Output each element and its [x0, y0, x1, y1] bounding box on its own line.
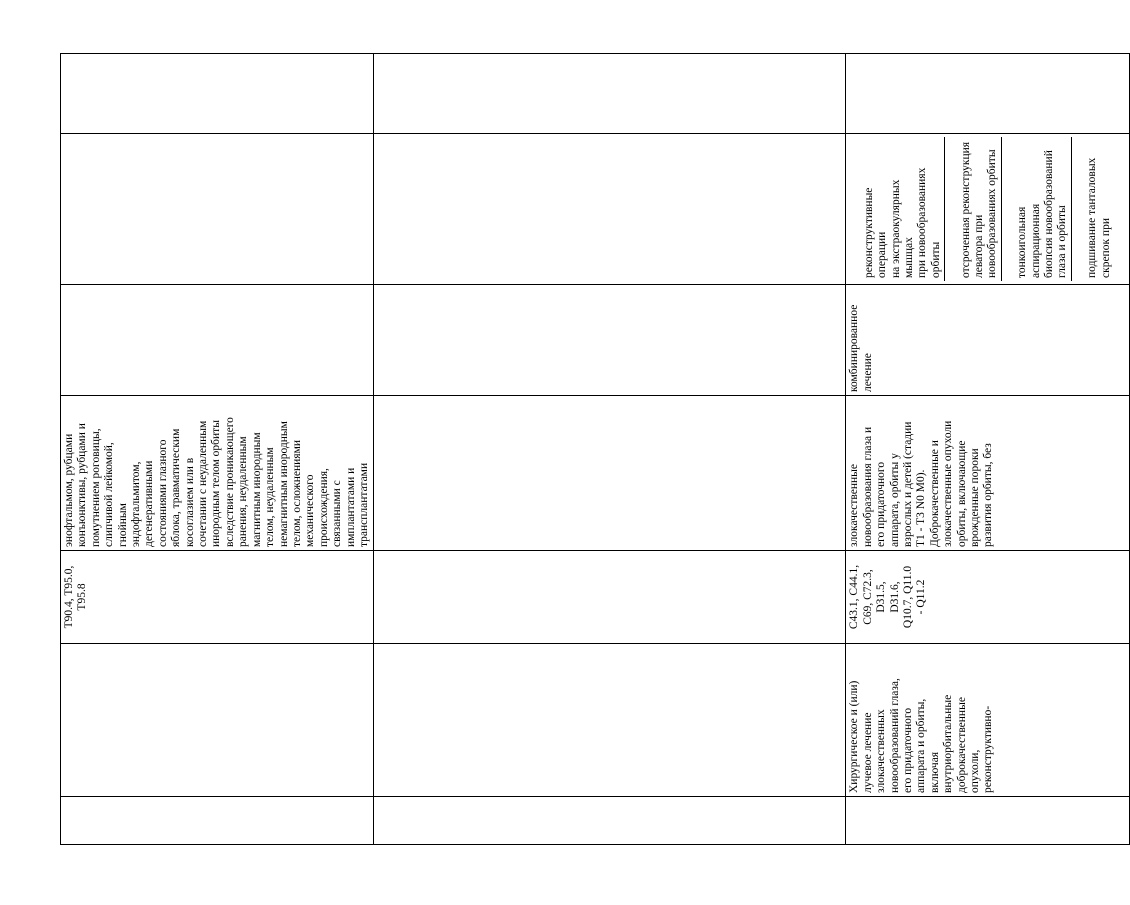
table-cell — [846, 54, 1130, 134]
table-row — [61, 54, 374, 845]
table-cell — [374, 134, 846, 285]
table-cell — [374, 644, 846, 797]
table-cell — [61, 285, 374, 396]
table-cell-treatment: комбинированное лечение — [846, 285, 1130, 396]
table-cell — [61, 797, 374, 845]
table-cell — [374, 54, 846, 134]
table-cell — [61, 54, 374, 134]
table-cell — [846, 797, 1130, 845]
table-row — [374, 54, 846, 845]
table-cell-name: Хирургическое и (или) лучевое лечение злокачественных новообразований глаза, его придаточного аппарата и орбиты, включая внутриорбитальные доброкачественные опухоли, реконструктивно- — [846, 644, 1130, 797]
table-cell — [374, 396, 846, 551]
table-cell-code: T90.4, T95.0, T95.8 — [61, 551, 374, 644]
method-item: реконструктивные операции на экстраокулярных мышцах при новообразованиях орбиты — [862, 137, 945, 281]
method-item: тонкоигольная аспирационная биопсия новообразований глаза и орбиты — [1015, 137, 1072, 281]
table-cell-description: злокачественные новообразования глаза и его придаточного аппарата, орбиты у взрослых и детей (стадии T1 - T3 N0 M0). Доброкачественные и злокачественные опухоли орбиты, включающие врожденные пороки развития орбиты, без — [846, 396, 1130, 551]
method-item: отсроченная реконструкция леватора при новообразованиях орбиты — [959, 137, 1002, 281]
table-cell — [374, 797, 846, 845]
table-cell-description: энофтальмом, рубцами конъюнктивы, рубцами и помутнением роговицы, слипчивой лейкомой, гнойным эндофтальмитом, дегенеративными состояниями глазного яблока, травматическим косоглазием или в сочетании с неудаленным инородным телом орбиты вследствие проникающего ранения, неудаленным магнитным инородным телом, неудаленным немагнитным инородным телом, осложнениями механического происхождения, связанными с имплантатами и трансплантатами — [61, 396, 374, 551]
treatment-table — [60, 53, 1130, 845]
table-row — [846, 54, 1130, 845]
table-cell — [374, 551, 846, 644]
method-item: подшивание танталовых скрепок при — [1086, 157, 1112, 278]
table-cell — [374, 285, 846, 396]
table-cell — [61, 644, 374, 797]
table-cell-code: C43.1, C44.1, C69, C72.3, D31.5, D31.6, Q10.7, Q11.0 - Q11.2 — [846, 551, 1130, 644]
table-cell-methods — [846, 134, 1130, 285]
table-cell — [61, 134, 374, 285]
